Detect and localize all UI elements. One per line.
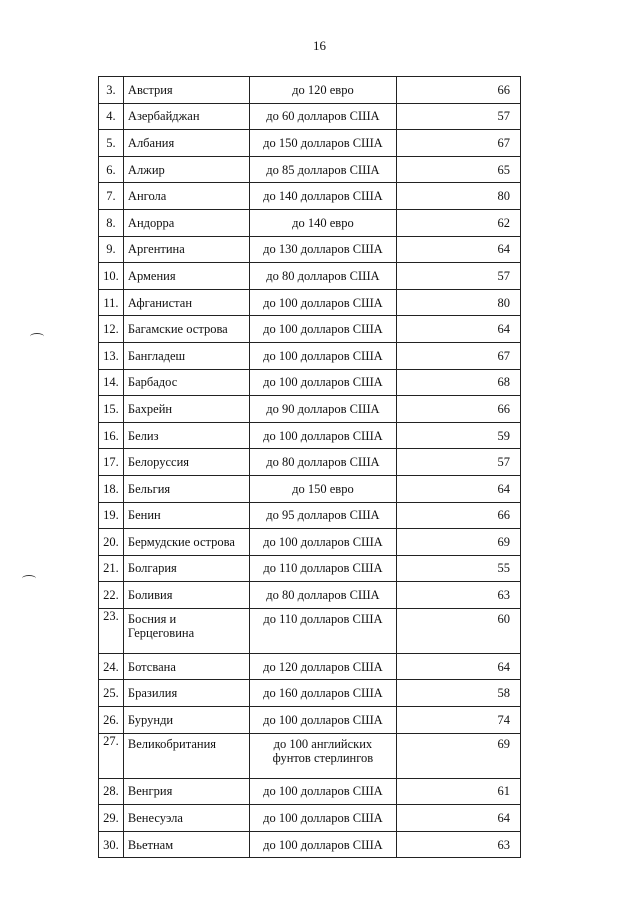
- rate-cell: 69: [397, 529, 521, 556]
- country-cell: Бангладеш: [123, 342, 249, 369]
- limit-cell: до 120 евро: [249, 77, 397, 104]
- rate-cell: 64: [397, 653, 521, 680]
- table-row: [99, 103, 521, 130]
- rate-cell: 64: [397, 316, 521, 343]
- country-cell: Босния и Герцеговина: [123, 608, 249, 653]
- row-number: 19.: [99, 502, 124, 529]
- rate-cell: 67: [397, 342, 521, 369]
- limit-cell: до 100 долларов США: [249, 831, 397, 858]
- row-number: 22.: [99, 582, 124, 609]
- table-row: [99, 342, 521, 369]
- rate-cell: 58: [397, 680, 521, 707]
- table-row: [99, 183, 521, 210]
- country-cell: Ботсвана: [123, 653, 249, 680]
- table-row: [99, 555, 521, 582]
- table-row: [99, 582, 521, 609]
- country-cell: Венесуэла: [123, 805, 249, 832]
- rate-cell: 64: [397, 475, 521, 502]
- limit-cell: до 140 долларов США: [249, 183, 397, 210]
- row-number: 3.: [99, 77, 124, 104]
- country-cell: Великобритания: [123, 733, 249, 778]
- limit-cell: до 120 долларов США: [249, 653, 397, 680]
- row-number: 4.: [99, 103, 124, 130]
- limit-cell: до 100 долларов США: [249, 342, 397, 369]
- rate-cell: 61: [397, 778, 521, 805]
- table-row: [99, 130, 521, 157]
- country-cell: Бельгия: [123, 475, 249, 502]
- table-row: [99, 608, 521, 653]
- country-cell: Барбадос: [123, 369, 249, 396]
- table-row: [99, 289, 521, 316]
- country-cell: Бермудские острова: [123, 529, 249, 556]
- rate-cell: 63: [397, 582, 521, 609]
- row-number: 10.: [99, 263, 124, 290]
- limit-cell: до 150 евро: [249, 475, 397, 502]
- row-number: 5.: [99, 130, 124, 157]
- limit-cell: до 80 долларов США: [249, 582, 397, 609]
- country-cell: Белоруссия: [123, 449, 249, 476]
- row-number: 13.: [99, 342, 124, 369]
- limit-cell: до 60 долларов США: [249, 103, 397, 130]
- table-row: [99, 733, 521, 778]
- country-cell: Бенин: [123, 502, 249, 529]
- row-number: 18.: [99, 475, 124, 502]
- country-cell: Азербайджан: [123, 103, 249, 130]
- country-cell: Белиз: [123, 422, 249, 449]
- limit-cell: до 100 долларов США: [249, 369, 397, 396]
- table-row: [99, 707, 521, 734]
- row-number: 6.: [99, 156, 124, 183]
- country-cell: Бахрейн: [123, 396, 249, 423]
- rate-cell: 67: [397, 130, 521, 157]
- row-number: 17.: [99, 449, 124, 476]
- country-cell: Андорра: [123, 209, 249, 236]
- limit-cell: до 150 долларов США: [249, 130, 397, 157]
- row-number: 25.: [99, 680, 124, 707]
- rate-cell: 74: [397, 707, 521, 734]
- row-number: 15.: [99, 396, 124, 423]
- country-cell: Ангола: [123, 183, 249, 210]
- limit-cell: до 85 долларов США: [249, 156, 397, 183]
- scan-artifact-mark: [22, 575, 36, 582]
- country-cell: Австрия: [123, 77, 249, 104]
- country-cell: Армения: [123, 263, 249, 290]
- row-number: 9.: [99, 236, 124, 263]
- table-row: [99, 422, 521, 449]
- row-number: 23.: [99, 608, 124, 653]
- row-number: 27.: [99, 733, 124, 778]
- rate-cell: 60: [397, 608, 521, 653]
- limit-cell: до 100 долларов США: [249, 707, 397, 734]
- row-number: 14.: [99, 369, 124, 396]
- row-number: 8.: [99, 209, 124, 236]
- rate-cell: 63: [397, 831, 521, 858]
- limit-cell: до 100 английских фунтов стерлингов: [249, 733, 397, 778]
- rate-cell: 66: [397, 77, 521, 104]
- row-number: 7.: [99, 183, 124, 210]
- limit-cell: до 140 евро: [249, 209, 397, 236]
- limit-cell: до 100 долларов США: [249, 422, 397, 449]
- limit-cell: до 100 долларов США: [249, 316, 397, 343]
- rate-cell: 66: [397, 396, 521, 423]
- country-cell: Болгария: [123, 555, 249, 582]
- rate-cell: 57: [397, 449, 521, 476]
- table-row: [99, 529, 521, 556]
- row-number: 28.: [99, 778, 124, 805]
- country-cell: Албания: [123, 130, 249, 157]
- rate-cell: 62: [397, 209, 521, 236]
- limit-cell: до 100 долларов США: [249, 778, 397, 805]
- rate-cell: 57: [397, 103, 521, 130]
- table-row: [99, 449, 521, 476]
- rate-cell: 68: [397, 369, 521, 396]
- table-row: [99, 475, 521, 502]
- limit-cell: до 80 долларов США: [249, 263, 397, 290]
- page-number: 16: [313, 38, 326, 53]
- country-cell: Вьетнам: [123, 831, 249, 858]
- table-row: [99, 263, 521, 290]
- rate-cell: 55: [397, 555, 521, 582]
- country-cell: Венгрия: [123, 778, 249, 805]
- rate-cell: 59: [397, 422, 521, 449]
- table-row: [99, 369, 521, 396]
- country-cell: Аргентина: [123, 236, 249, 263]
- row-number: 24.: [99, 653, 124, 680]
- row-number: 11.: [99, 289, 124, 316]
- table-row: [99, 831, 521, 858]
- row-number: 21.: [99, 555, 124, 582]
- table-row: [99, 396, 521, 423]
- row-number: 29.: [99, 805, 124, 832]
- table-row: [99, 680, 521, 707]
- country-cell: Багамские острова: [123, 316, 249, 343]
- table-row: [99, 502, 521, 529]
- limit-cell: до 80 долларов США: [249, 449, 397, 476]
- country-cell: Бурунди: [123, 707, 249, 734]
- limit-cell: до 160 долларов США: [249, 680, 397, 707]
- limit-cell: до 100 долларов США: [249, 289, 397, 316]
- rate-cell: 65: [397, 156, 521, 183]
- limit-cell: до 100 долларов США: [249, 529, 397, 556]
- rate-cell: 80: [397, 183, 521, 210]
- country-cell: Боливия: [123, 582, 249, 609]
- country-cell: Алжир: [123, 156, 249, 183]
- rates-table-body: [99, 77, 521, 858]
- row-number: 26.: [99, 707, 124, 734]
- country-cell: Афганистан: [123, 289, 249, 316]
- table-row: [99, 316, 521, 343]
- limit-cell: до 100 долларов США: [249, 805, 397, 832]
- table-row: [99, 805, 521, 832]
- limit-cell: до 110 долларов США: [249, 555, 397, 582]
- table-row: [99, 778, 521, 805]
- table-row: [99, 209, 521, 236]
- rate-cell: 64: [397, 805, 521, 832]
- table-row: [99, 653, 521, 680]
- scan-artifact-mark: [30, 333, 44, 340]
- rate-cell: 64: [397, 236, 521, 263]
- rate-cell: 57: [397, 263, 521, 290]
- limit-cell: до 90 долларов США: [249, 396, 397, 423]
- row-number: 20.: [99, 529, 124, 556]
- country-cell: Бразилия: [123, 680, 249, 707]
- row-number: 30.: [99, 831, 124, 858]
- limit-cell: до 95 долларов США: [249, 502, 397, 529]
- table-row: [99, 156, 521, 183]
- table-row: [99, 77, 521, 104]
- rate-cell: 80: [397, 289, 521, 316]
- rate-cell: 66: [397, 502, 521, 529]
- rate-cell: 69: [397, 733, 521, 778]
- limit-cell: до 130 долларов США: [249, 236, 397, 263]
- rates-table: [98, 76, 521, 858]
- table-row: [99, 236, 521, 263]
- row-number: 16.: [99, 422, 124, 449]
- limit-cell: до 110 долларов США: [249, 608, 397, 653]
- row-number: 12.: [99, 316, 124, 343]
